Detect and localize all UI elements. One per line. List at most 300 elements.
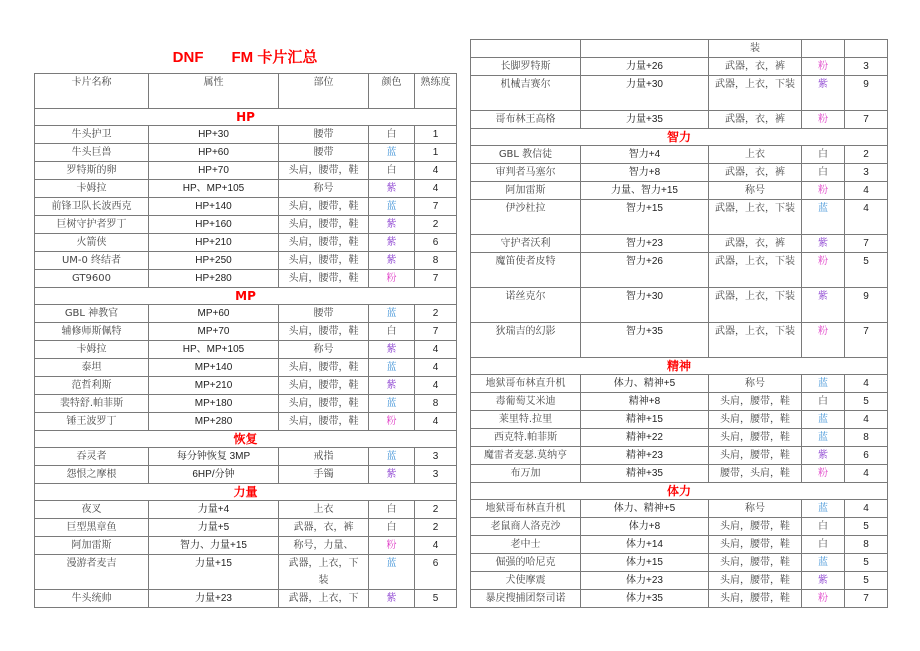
table-row bbox=[35, 448, 457, 466]
table-row bbox=[35, 216, 457, 234]
card-attr: 体力+15 bbox=[581, 554, 709, 572]
card-attr: HP+280 bbox=[149, 270, 279, 288]
card-color: 紫 bbox=[369, 590, 415, 608]
card-mastery: 3 bbox=[415, 448, 457, 466]
card-mastery: 8 bbox=[415, 395, 457, 413]
card-name: 诺丝克尔 bbox=[471, 288, 581, 323]
card-color: 蓝 bbox=[802, 554, 845, 572]
card-color: 蓝 bbox=[369, 144, 415, 162]
card-mastery: 2 bbox=[415, 501, 457, 519]
section-row bbox=[35, 288, 457, 305]
card-slot: 头肩，腰带，鞋 bbox=[709, 518, 802, 536]
card-color: 粉 bbox=[802, 58, 845, 76]
card-attr: 体力+35 bbox=[581, 590, 709, 608]
card-mastery: 2 bbox=[415, 216, 457, 234]
card-mastery: 6 bbox=[415, 555, 457, 590]
card-mastery: 7 bbox=[845, 323, 888, 358]
card-slot: 武器，上衣，下装 bbox=[709, 323, 802, 358]
card-color: 紫 bbox=[802, 447, 845, 465]
card-color: 紫 bbox=[369, 377, 415, 395]
card-color: 蓝 bbox=[369, 305, 415, 323]
card-name: 长脚罗特斯 bbox=[471, 58, 581, 76]
card-attr: MP+140 bbox=[149, 359, 279, 377]
table-row bbox=[471, 572, 888, 590]
card-mastery: 5 bbox=[845, 518, 888, 536]
card-attr: 智力+23 bbox=[581, 235, 709, 253]
card-mastery: 9 bbox=[845, 288, 888, 323]
card-name: 辅修师斯佩特 bbox=[35, 323, 149, 341]
card-mastery: 3 bbox=[415, 466, 457, 484]
card-color: 蓝 bbox=[802, 411, 845, 429]
table-header-row bbox=[35, 74, 457, 109]
card-slot: 头肩，腰带，鞋 bbox=[709, 411, 802, 429]
card-mastery: 5 bbox=[845, 572, 888, 590]
card-color: 紫 bbox=[802, 572, 845, 590]
card-slot: 头肩，腰带，鞋 bbox=[279, 270, 369, 288]
card-color: 白 bbox=[369, 323, 415, 341]
table-row bbox=[35, 198, 457, 216]
card-name: 牛头护卫 bbox=[35, 126, 149, 144]
table-row bbox=[471, 375, 888, 393]
card-slot: 头肩，腰带，鞋 bbox=[279, 216, 369, 234]
table-row bbox=[471, 536, 888, 554]
table-row bbox=[35, 466, 457, 484]
card-mastery: 7 bbox=[845, 111, 888, 129]
card-slot: 武器，上衣，下 bbox=[279, 590, 369, 608]
card-name: 地狱哥布林直升机 bbox=[471, 500, 581, 518]
table-row bbox=[35, 395, 457, 413]
card-name: 漫游者麦吉 bbox=[35, 555, 149, 590]
card-mastery: 4 bbox=[845, 465, 888, 483]
table-row bbox=[471, 590, 888, 608]
card-color: 蓝 bbox=[369, 555, 415, 590]
card-mastery: 2 bbox=[415, 305, 457, 323]
table-row bbox=[471, 146, 888, 164]
card-mastery: 5 bbox=[845, 253, 888, 288]
table-row bbox=[471, 500, 888, 518]
card-slot: 头肩，腰带，鞋 bbox=[279, 162, 369, 180]
card-name: 罗特斯的卵 bbox=[35, 162, 149, 180]
card-slot: 头肩，腰带，鞋 bbox=[709, 536, 802, 554]
section-title: MP bbox=[35, 288, 457, 305]
table-row bbox=[35, 252, 457, 270]
card-name: 狄瑞吉的幻影 bbox=[471, 323, 581, 358]
card-mastery: 4 bbox=[415, 377, 457, 395]
card-mastery: 8 bbox=[845, 536, 888, 554]
card-slot: 武器，衣，裤 bbox=[709, 164, 802, 182]
card-color: 粉 bbox=[369, 413, 415, 431]
table-row bbox=[471, 182, 888, 200]
table-row bbox=[35, 590, 457, 608]
card-color: 蓝 bbox=[369, 359, 415, 377]
table-row bbox=[471, 447, 888, 465]
card-attr: 智力+26 bbox=[581, 253, 709, 288]
card-slot: 腰带，头肩，鞋 bbox=[709, 465, 802, 483]
table-row bbox=[35, 537, 457, 555]
table-row bbox=[471, 200, 888, 235]
card-mastery: 8 bbox=[845, 429, 888, 447]
card-slot: 腰带 bbox=[279, 305, 369, 323]
card-color: 蓝 bbox=[802, 375, 845, 393]
section-row bbox=[35, 431, 457, 448]
card-attr: MP+180 bbox=[149, 395, 279, 413]
card-slot: 称号 bbox=[709, 500, 802, 518]
card-name: 毒葡萄艾米迪 bbox=[471, 393, 581, 411]
card-name: 怨恨之摩根 bbox=[35, 466, 149, 484]
card-name: 审判者马塞尔 bbox=[471, 164, 581, 182]
card-color: 白 bbox=[369, 519, 415, 537]
table-row bbox=[35, 126, 457, 144]
card-color: 紫 bbox=[802, 76, 845, 111]
card-attr: 力量+35 bbox=[581, 111, 709, 129]
card-attr: HP+70 bbox=[149, 162, 279, 180]
table-row bbox=[35, 305, 457, 323]
card-attr: 智力+30 bbox=[581, 288, 709, 323]
table-row bbox=[35, 162, 457, 180]
card-name: 哥布林王高格 bbox=[471, 111, 581, 129]
section-row bbox=[471, 129, 888, 146]
card-name: GBL 神教官 bbox=[35, 305, 149, 323]
card-name: 地狱哥布林直升机 bbox=[471, 375, 581, 393]
card-slot: 武器，上衣，下装 bbox=[709, 253, 802, 288]
table-row bbox=[471, 465, 888, 483]
card-color: 白 bbox=[802, 536, 845, 554]
card-attr: 力量、智力+15 bbox=[581, 182, 709, 200]
card-color: 粉 bbox=[802, 323, 845, 358]
card-color: 粉 bbox=[802, 253, 845, 288]
card-color: 紫 bbox=[369, 341, 415, 359]
table-row bbox=[35, 323, 457, 341]
card-slot: 头肩，腰带，鞋 bbox=[279, 413, 369, 431]
card-mastery: 7 bbox=[415, 323, 457, 341]
card-attr: 精神+15 bbox=[581, 411, 709, 429]
card-attr: HP、MP+105 bbox=[149, 341, 279, 359]
card-slot: 头肩，腰带，鞋 bbox=[709, 447, 802, 465]
card-name: 巨树守护者罗丁 bbox=[35, 216, 149, 234]
table-row bbox=[35, 341, 457, 359]
table-row bbox=[471, 253, 888, 288]
card-name: 夜叉 bbox=[35, 501, 149, 519]
table-row bbox=[35, 377, 457, 395]
card-slot: 称号 bbox=[709, 375, 802, 393]
card-attr: 精神+8 bbox=[581, 393, 709, 411]
card-slot: 头肩，腰带，鞋 bbox=[279, 252, 369, 270]
card-attr: HP+30 bbox=[149, 126, 279, 144]
card-mastery: 4 bbox=[845, 411, 888, 429]
card-color: 白 bbox=[802, 518, 845, 536]
card-color: 紫 bbox=[802, 288, 845, 323]
card-slot: 头肩，腰带，鞋 bbox=[279, 377, 369, 395]
card-name: 泰坦 bbox=[35, 359, 149, 377]
card-color: 白 bbox=[802, 146, 845, 164]
card-name: 倔强的哈尼克 bbox=[471, 554, 581, 572]
card-name: 伊沙杜拉 bbox=[471, 200, 581, 235]
table-row bbox=[471, 429, 888, 447]
table-row bbox=[471, 411, 888, 429]
card-color: 紫 bbox=[369, 466, 415, 484]
card-slot: 头肩，腰带，鞋 bbox=[709, 393, 802, 411]
card-name: 卡姆拉 bbox=[35, 341, 149, 359]
card-mastery: 7 bbox=[415, 270, 457, 288]
table-row bbox=[471, 164, 888, 182]
card-name: 老中士 bbox=[471, 536, 581, 554]
card-slot: 武器，上衣，下装 bbox=[279, 555, 369, 590]
card-name: 卡姆拉 bbox=[35, 180, 149, 198]
card-attr: 智力+8 bbox=[581, 164, 709, 182]
table-row bbox=[35, 519, 457, 537]
card-name: 布万加 bbox=[471, 465, 581, 483]
card-attr: 体力+8 bbox=[581, 518, 709, 536]
card-mastery: 4 bbox=[845, 182, 888, 200]
card-name: 西克特.帕菲斯 bbox=[471, 429, 581, 447]
card-mastery: 1 bbox=[415, 126, 457, 144]
card-attr: 智力+15 bbox=[581, 200, 709, 235]
card-name: 暴戾搜捕团祭司诺 bbox=[471, 590, 581, 608]
section-row bbox=[471, 358, 888, 375]
header-attr: 属性 bbox=[149, 74, 279, 109]
card-color: 蓝 bbox=[369, 448, 415, 466]
table-row bbox=[471, 323, 888, 358]
section-title: 恢复 bbox=[35, 431, 457, 448]
table-row bbox=[35, 413, 457, 431]
card-attr: 精神+35 bbox=[581, 465, 709, 483]
section-row bbox=[35, 109, 457, 126]
card-color: 白 bbox=[369, 162, 415, 180]
card-attr: 力量+5 bbox=[149, 519, 279, 537]
table-row bbox=[471, 40, 888, 58]
card-attr: 体力+14 bbox=[581, 536, 709, 554]
card-mastery: 4 bbox=[415, 537, 457, 555]
card-name: 魔笛使者皮特 bbox=[471, 253, 581, 288]
card-name: 机械吉赛尔 bbox=[471, 76, 581, 111]
table-row bbox=[471, 58, 888, 76]
card-mastery: 5 bbox=[415, 590, 457, 608]
card-slot: 武器，衣，裤 bbox=[279, 519, 369, 537]
card-name: 牛头统帅 bbox=[35, 590, 149, 608]
card-attr: MP+280 bbox=[149, 413, 279, 431]
table-row bbox=[35, 144, 457, 162]
card-color: 紫 bbox=[369, 216, 415, 234]
card-color: 蓝 bbox=[802, 500, 845, 518]
card-mastery: 4 bbox=[845, 200, 888, 235]
card-attr: 智力、力量+15 bbox=[149, 537, 279, 555]
card-attr: HP+250 bbox=[149, 252, 279, 270]
header-mastery: 熟练度 bbox=[415, 74, 457, 109]
card-slot: 称号 bbox=[279, 341, 369, 359]
card-color: 白 bbox=[369, 501, 415, 519]
card-slot: 上衣 bbox=[709, 146, 802, 164]
card-name: 锤王波罗丁 bbox=[35, 413, 149, 431]
table-row bbox=[471, 76, 888, 111]
card-color: 蓝 bbox=[802, 429, 845, 447]
card-name: UM-0 终结者 bbox=[35, 252, 149, 270]
card-slot: 腰带 bbox=[279, 126, 369, 144]
card-mastery: 5 bbox=[845, 393, 888, 411]
table-row bbox=[471, 554, 888, 572]
title-fm: FM 卡片汇总 bbox=[231, 49, 318, 66]
card-name: 前锋卫队长波西克 bbox=[35, 198, 149, 216]
card-attr: HP+160 bbox=[149, 216, 279, 234]
section-title: 精神 bbox=[471, 358, 888, 375]
card-mastery: 6 bbox=[415, 234, 457, 252]
card-color: 蓝 bbox=[802, 200, 845, 235]
section-row bbox=[35, 484, 457, 501]
header-name: 卡片名称 bbox=[35, 74, 149, 109]
card-attr: 体力、精神+5 bbox=[581, 500, 709, 518]
card-slot: 上衣 bbox=[279, 501, 369, 519]
card-slot: 武器，上衣，下装 bbox=[709, 200, 802, 235]
card-color: 粉 bbox=[802, 182, 845, 200]
table-row bbox=[471, 111, 888, 129]
card-color: 粉 bbox=[802, 465, 845, 483]
card-slot: 戒指 bbox=[279, 448, 369, 466]
card-attr: 力量+4 bbox=[149, 501, 279, 519]
card-color: 蓝 bbox=[369, 198, 415, 216]
table-row bbox=[35, 234, 457, 252]
card-mastery: 2 bbox=[845, 146, 888, 164]
card-slot: 手镯 bbox=[279, 466, 369, 484]
card-slot: 武器，衣，裤 bbox=[709, 58, 802, 76]
card-mastery: 4 bbox=[845, 375, 888, 393]
card-mastery bbox=[845, 40, 888, 58]
card-attr: MP+60 bbox=[149, 305, 279, 323]
card-name: GBL 教信徒 bbox=[471, 146, 581, 164]
card-name: 犬使摩震 bbox=[471, 572, 581, 590]
card-slot: 头肩，腰带，鞋 bbox=[709, 590, 802, 608]
card-attr: HP+210 bbox=[149, 234, 279, 252]
card-attr: 体力+23 bbox=[581, 572, 709, 590]
card-attr: 精神+22 bbox=[581, 429, 709, 447]
card-name: 阿加雷斯 bbox=[471, 182, 581, 200]
table-row bbox=[471, 518, 888, 536]
card-attr: HP+140 bbox=[149, 198, 279, 216]
card-name: GT9600 bbox=[35, 270, 149, 288]
card-attr: 6HP/分钟 bbox=[149, 466, 279, 484]
card-mastery: 2 bbox=[415, 519, 457, 537]
card-color: 紫 bbox=[369, 234, 415, 252]
card-color: 粉 bbox=[369, 270, 415, 288]
card-name: 老鼠商人洛克沙 bbox=[471, 518, 581, 536]
card-mastery: 7 bbox=[845, 235, 888, 253]
card-mastery: 4 bbox=[415, 180, 457, 198]
card-slot: 装 bbox=[709, 40, 802, 58]
section-title: 体力 bbox=[471, 483, 888, 500]
card-slot: 腰带 bbox=[279, 144, 369, 162]
card-attr: 力量+26 bbox=[581, 58, 709, 76]
card-slot: 武器，上衣，下装 bbox=[709, 76, 802, 111]
card-name: 巨型黑章鱼 bbox=[35, 519, 149, 537]
table-row bbox=[35, 501, 457, 519]
header-color: 颜色 bbox=[369, 74, 415, 109]
table-row bbox=[35, 180, 457, 198]
card-name: 吞灵者 bbox=[35, 448, 149, 466]
card-name: 裴特舒.帕菲斯 bbox=[35, 395, 149, 413]
section-title: 力量 bbox=[35, 484, 457, 501]
card-attr: HP+60 bbox=[149, 144, 279, 162]
card-table-right bbox=[470, 39, 888, 608]
card-name: 守护者沃利 bbox=[471, 235, 581, 253]
card-mastery: 4 bbox=[415, 162, 457, 180]
table-row bbox=[471, 288, 888, 323]
card-mastery: 4 bbox=[415, 413, 457, 431]
title-dnf: DNF bbox=[172, 49, 204, 66]
card-mastery: 6 bbox=[845, 447, 888, 465]
card-mastery: 7 bbox=[415, 198, 457, 216]
card-slot: 头肩，腰带，鞋 bbox=[279, 359, 369, 377]
card-slot: 头肩，腰带，鞋 bbox=[279, 323, 369, 341]
card-slot: 武器，上衣，下装 bbox=[709, 288, 802, 323]
card-color: 白 bbox=[802, 393, 845, 411]
card-name: 火箭侠 bbox=[35, 234, 149, 252]
page-title bbox=[34, 46, 456, 67]
card-mastery: 3 bbox=[845, 164, 888, 182]
card-mastery: 4 bbox=[415, 341, 457, 359]
card-slot: 头肩，腰带，鞋 bbox=[709, 572, 802, 590]
card-color: 白 bbox=[369, 126, 415, 144]
card-mastery: 1 bbox=[415, 144, 457, 162]
header-slot: 部位 bbox=[279, 74, 369, 109]
table-row bbox=[35, 359, 457, 377]
card-slot: 称号 bbox=[279, 180, 369, 198]
card-slot: 称号，力量、 bbox=[279, 537, 369, 555]
card-attr: 每分钟恢复 3MP bbox=[149, 448, 279, 466]
card-color bbox=[802, 40, 845, 58]
card-attr: HP、MP+105 bbox=[149, 180, 279, 198]
card-attr: MP+70 bbox=[149, 323, 279, 341]
card-mastery: 9 bbox=[845, 76, 888, 111]
card-color: 粉 bbox=[802, 111, 845, 129]
card-slot: 头肩，腰带，鞋 bbox=[279, 395, 369, 413]
card-mastery: 4 bbox=[845, 500, 888, 518]
card-mastery: 7 bbox=[845, 590, 888, 608]
card-color: 紫 bbox=[802, 235, 845, 253]
card-attr: 力量+15 bbox=[149, 555, 279, 590]
card-mastery: 4 bbox=[415, 359, 457, 377]
card-slot: 称号 bbox=[709, 182, 802, 200]
table-row bbox=[35, 555, 457, 590]
card-color: 白 bbox=[802, 164, 845, 182]
card-name bbox=[471, 40, 581, 58]
card-attr: 力量+23 bbox=[149, 590, 279, 608]
card-color: 紫 bbox=[369, 180, 415, 198]
section-row bbox=[471, 483, 888, 500]
card-slot: 头肩，腰带，鞋 bbox=[279, 234, 369, 252]
card-name: 范哲利斯 bbox=[35, 377, 149, 395]
card-attr: 力量+30 bbox=[581, 76, 709, 111]
card-color: 紫 bbox=[369, 252, 415, 270]
card-name: 牛头巨兽 bbox=[35, 144, 149, 162]
card-attr bbox=[581, 40, 709, 58]
card-name: 魔雷者麦瑟.莫纳亨 bbox=[471, 447, 581, 465]
card-slot: 头肩，腰带，鞋 bbox=[709, 554, 802, 572]
card-mastery: 5 bbox=[845, 554, 888, 572]
table-row bbox=[471, 235, 888, 253]
card-color: 粉 bbox=[802, 590, 845, 608]
card-mastery: 8 bbox=[415, 252, 457, 270]
card-slot: 头肩，腰带，鞋 bbox=[709, 429, 802, 447]
section-title: HP bbox=[35, 109, 457, 126]
table-row bbox=[471, 393, 888, 411]
card-slot: 头肩，腰带，鞋 bbox=[279, 198, 369, 216]
card-attr: 智力+4 bbox=[581, 146, 709, 164]
card-attr: MP+210 bbox=[149, 377, 279, 395]
card-color: 粉 bbox=[369, 537, 415, 555]
card-attr: 智力+35 bbox=[581, 323, 709, 358]
card-name: 莱里特.拉里 bbox=[471, 411, 581, 429]
card-slot: 武器，衣，裤 bbox=[709, 235, 802, 253]
card-table-left bbox=[34, 73, 457, 608]
card-mastery: 3 bbox=[845, 58, 888, 76]
